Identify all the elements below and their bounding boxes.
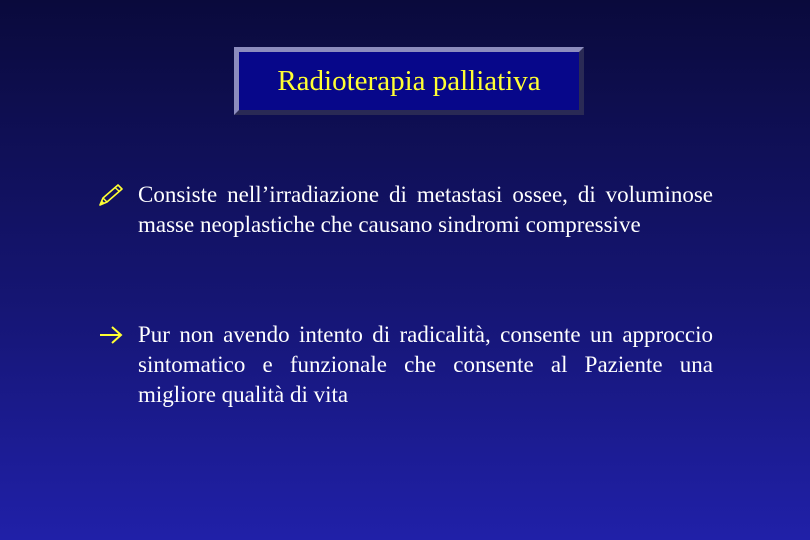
bullet-text: Consiste nell’irradiazione di metastasi ossee, di voluminose masse neoplastiche che causano sindromi compressive	[138, 182, 713, 237]
title-box	[234, 47, 584, 115]
slide-title: Radioterapia palliativa	[277, 64, 541, 97]
bullet-item	[98, 180, 713, 240]
arrow-right-icon	[98, 320, 134, 350]
bullet-item	[98, 320, 713, 410]
pencil-icon	[98, 180, 134, 210]
bullet-text: Pur non avendo intento di radicalità, consente un approccio sintomatico e funzionale che consente al Paziente una migliore qualità di vita	[138, 322, 713, 407]
